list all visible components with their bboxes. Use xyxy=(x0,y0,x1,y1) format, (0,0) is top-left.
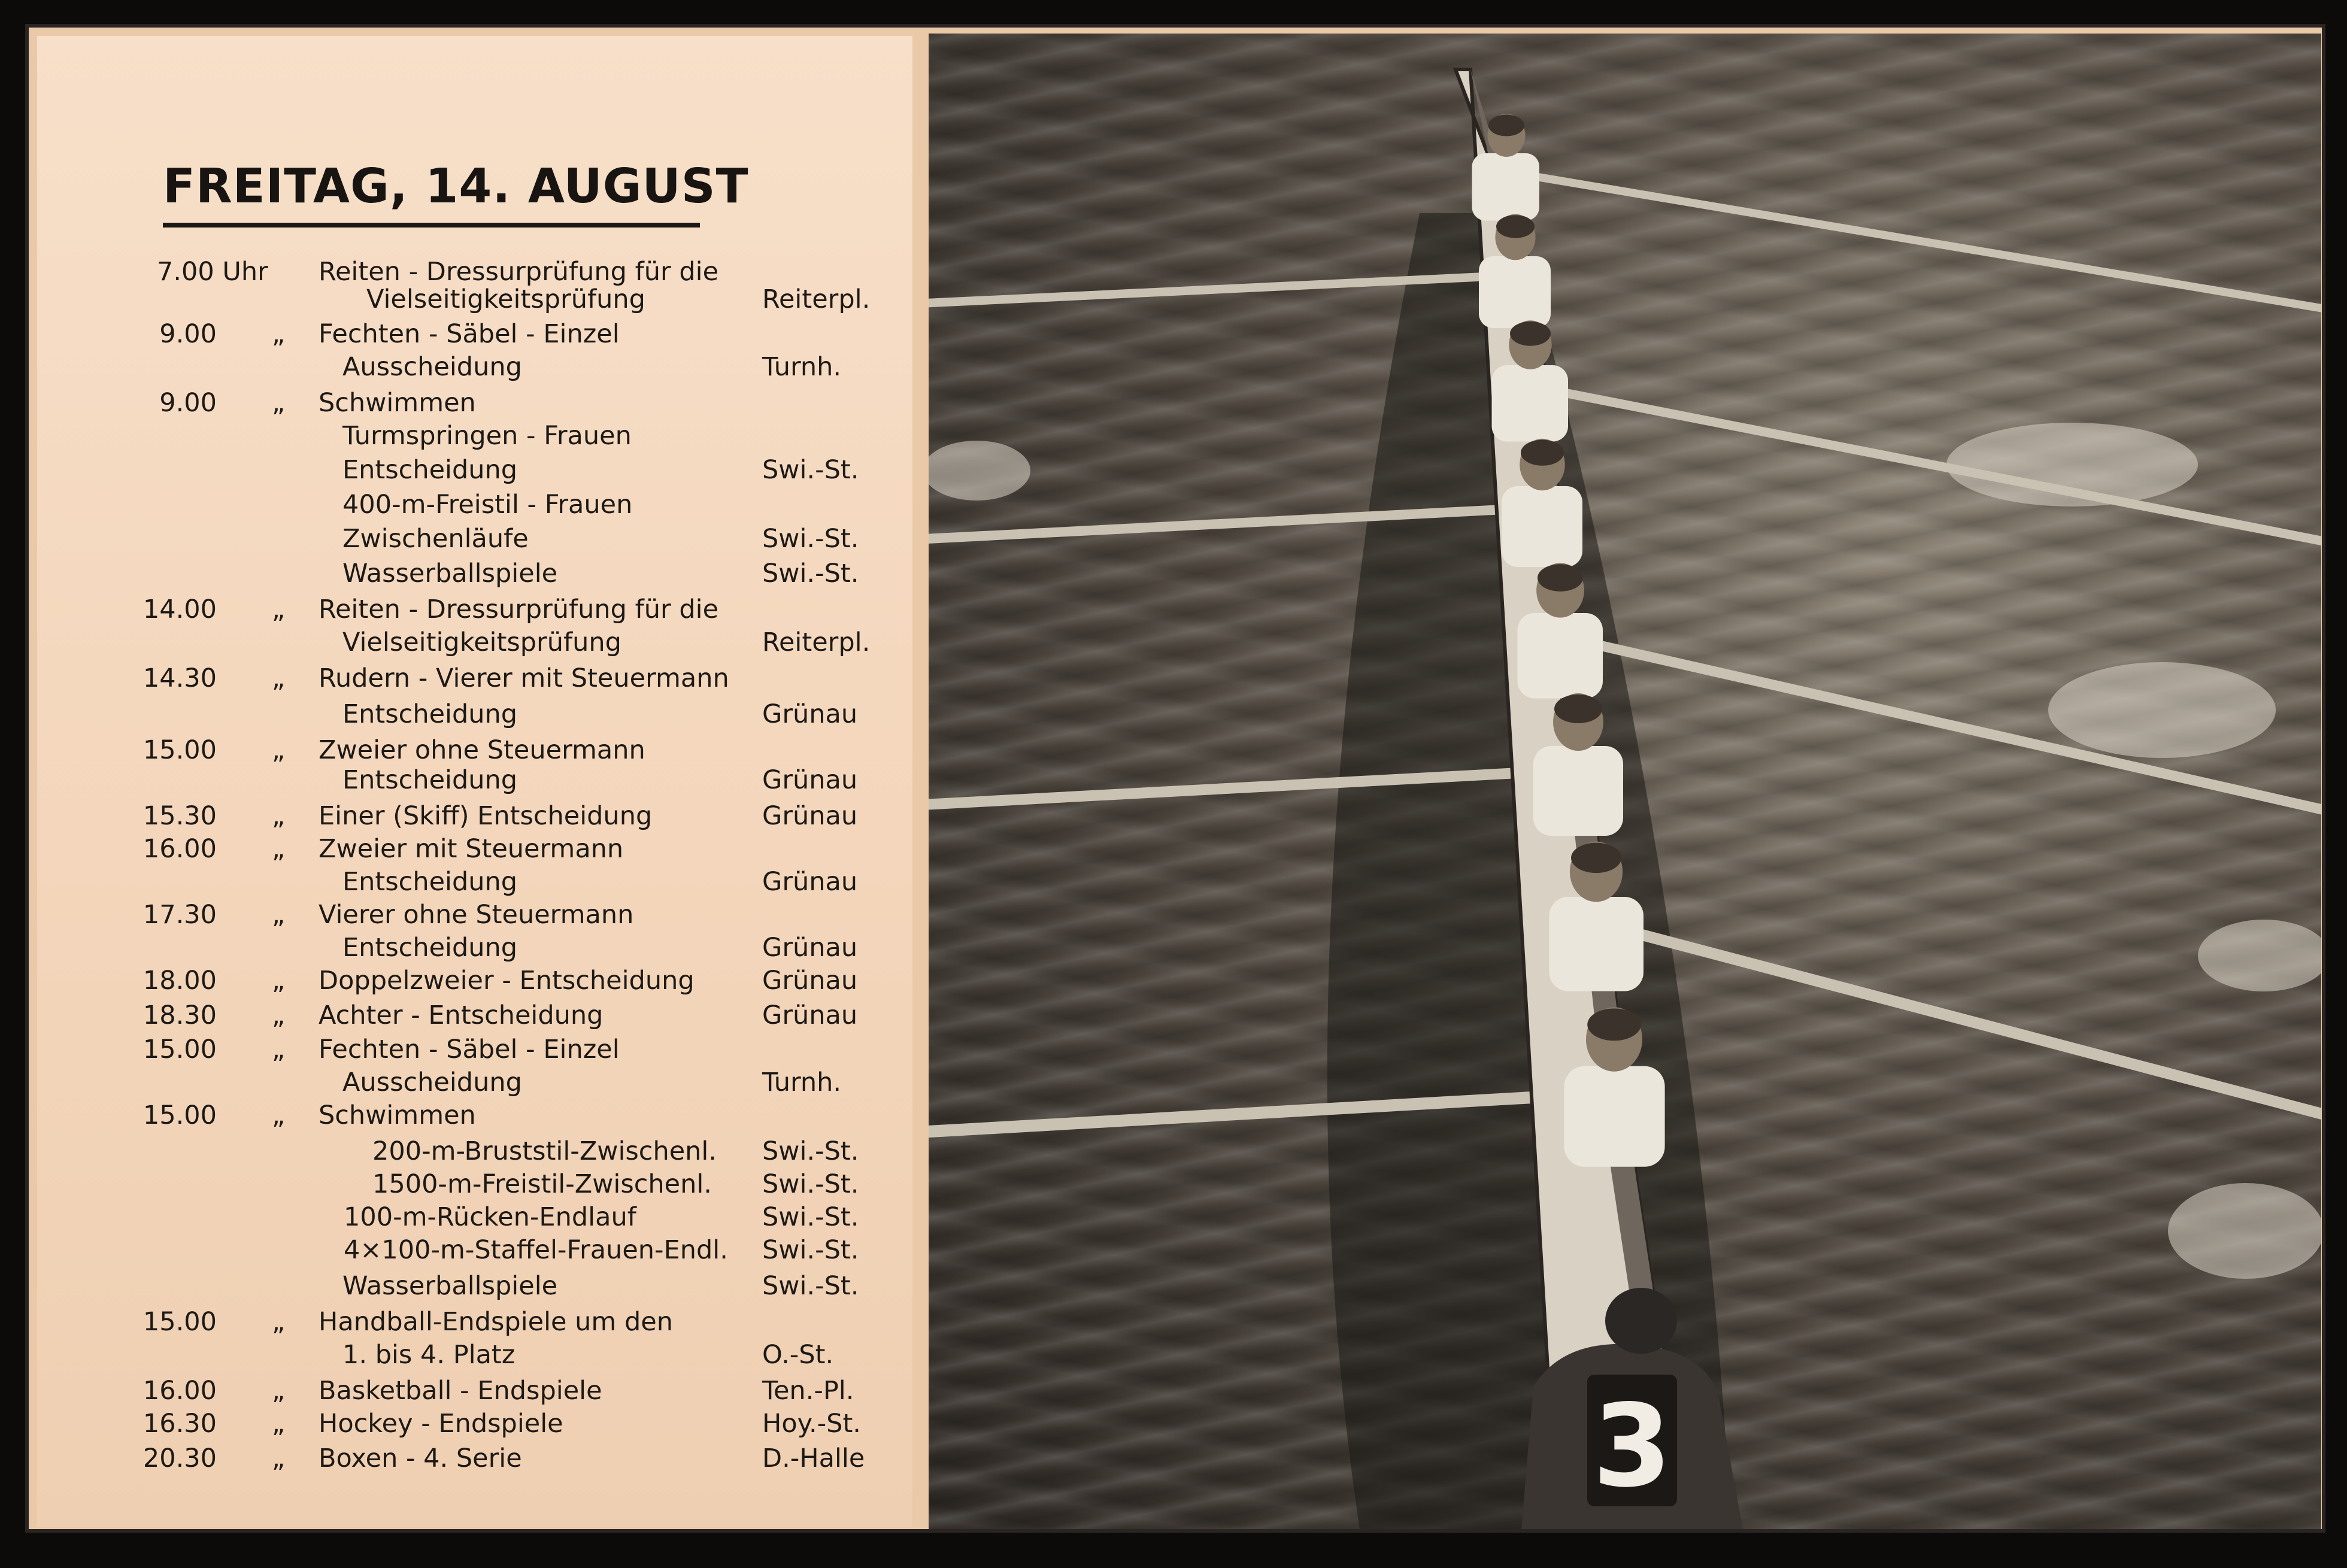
schedule-event: Doppelzweier - Entscheidung xyxy=(319,966,695,996)
schedule-event: 1500-m-Freistil-Zwischenl. xyxy=(372,1169,712,1199)
schedule-row xyxy=(37,419,911,453)
schedule-venue: Grünau xyxy=(762,933,858,963)
schedule-event: Handball-Endspiele um den xyxy=(319,1307,673,1337)
schedule-ditto: „ xyxy=(272,1307,286,1337)
schedule-row xyxy=(37,1099,911,1132)
schedule-ditto: „ xyxy=(272,1443,286,1473)
schedule-ditto: „ xyxy=(272,663,286,693)
schedule-panel xyxy=(37,36,912,1527)
schedule-venue: Grünau xyxy=(762,801,858,831)
schedule-event: 4×100-m-Staffel-Frauen-Endl. xyxy=(344,1235,728,1265)
schedule-row xyxy=(37,386,911,420)
schedule-event: Wasserballspiele xyxy=(342,559,558,589)
schedule-ditto: „ xyxy=(272,966,286,996)
schedule-ditto: „ xyxy=(272,1035,286,1064)
schedule-ditto: „ xyxy=(272,1000,286,1030)
schedule-event: Einer (Skiff) Entscheidung xyxy=(319,801,653,831)
schedule-venue: D.-Halle xyxy=(762,1443,865,1473)
schedule-row xyxy=(37,453,911,487)
title-underline xyxy=(163,223,700,228)
schedule-row xyxy=(37,1033,911,1066)
schedule-time: 15.00 xyxy=(142,1100,217,1130)
schedule-event: Reiten - Dressurprüfung für die xyxy=(319,257,719,287)
schedule-event: Vielseitigkeitsprüfung xyxy=(342,627,621,657)
schedule-event: 1. bis 4. Platz xyxy=(342,1340,516,1370)
schedule-ditto: „ xyxy=(272,1376,286,1406)
oar xyxy=(1503,171,2321,308)
schedule-venue: Swi.-St. xyxy=(762,455,859,485)
schedule-event: Turmspringen - Frauen xyxy=(342,421,632,451)
schedule-time: 18.00 xyxy=(142,966,217,996)
schedule-event: Boxen - 4. Serie xyxy=(319,1443,522,1473)
page-title: FREITAG, 14. AUGUST xyxy=(163,159,749,214)
schedule-row xyxy=(37,1407,911,1440)
schedule-event: Fechten - Säbel - Einzel xyxy=(319,1035,620,1064)
schedule-ditto: „ xyxy=(272,735,286,765)
schedule-event: Zweier ohne Steuermann xyxy=(319,735,645,765)
schedule-row xyxy=(37,763,911,797)
schedule-ditto: „ xyxy=(272,388,286,418)
schedule-row xyxy=(37,1269,911,1303)
schedule-venue: Swi.-St. xyxy=(762,1136,859,1166)
schedule-row xyxy=(37,697,911,731)
schedule-row xyxy=(37,626,911,659)
schedule-time: 15.00 xyxy=(142,1035,217,1064)
schedule-event: Fechten - Säbel - Einzel xyxy=(319,319,620,349)
schedule-row xyxy=(37,522,911,556)
schedule-time: 14.00 xyxy=(142,595,217,624)
schedule-venue: Swi.-St. xyxy=(762,559,859,589)
schedule-time: 17.30 xyxy=(142,900,217,930)
schedule-row xyxy=(37,832,911,866)
schedule-time: 18.30 xyxy=(142,1000,217,1030)
schedule-venue: Swi.-St. xyxy=(762,1202,859,1232)
schedule-venue: O.-St. xyxy=(762,1340,834,1370)
schedule-row xyxy=(37,1374,911,1408)
schedule-venue: Turnh. xyxy=(762,1067,842,1097)
schedule-event: Entscheidung xyxy=(342,933,518,963)
schedule-row xyxy=(37,488,911,521)
schedule-ditto: „ xyxy=(272,1100,286,1130)
schedule-event: Basketball - Endspiele xyxy=(319,1376,602,1406)
schedule-venue: Grünau xyxy=(762,765,858,795)
schedule-row xyxy=(37,799,911,833)
schedule-row xyxy=(37,317,911,351)
schedule-venue: Swi.-St. xyxy=(762,524,859,554)
schedule-event: Entscheidung xyxy=(342,765,518,795)
schedule-venue: Turnh. xyxy=(762,352,842,382)
schedule-event: Vierer ohne Steuermann xyxy=(319,900,634,930)
schedule-venue: Grünau xyxy=(762,699,858,729)
schedule-event: Schwimmen xyxy=(319,1100,476,1130)
schedule-row xyxy=(37,898,911,932)
schedule-event: Reiten - Dressurprüfung für die xyxy=(319,595,719,624)
schedule-row xyxy=(37,350,911,384)
schedule-row xyxy=(37,1066,911,1099)
schedule-row xyxy=(37,662,911,695)
schedule-venue: Swi.-St. xyxy=(762,1169,859,1199)
schedule-time: 9.00 xyxy=(159,388,217,418)
schedule-venue: Swi.-St. xyxy=(762,1271,859,1301)
schedule-event: 100-m-Rücken-Endlauf xyxy=(344,1202,636,1232)
schedule-time: 9.00 xyxy=(159,319,217,349)
schedule-event: 400-m-Freistil - Frauen xyxy=(342,490,633,520)
schedule-event: Vielseitigkeitsprüfung xyxy=(366,284,645,314)
schedule-event: Rudern - Vierer mit Steuermann xyxy=(319,663,729,693)
schedule-venue: Grünau xyxy=(762,1000,858,1030)
rower xyxy=(1472,114,1540,221)
schedule-row xyxy=(37,283,911,316)
schedule-time: 7.00 Uhr xyxy=(157,257,268,287)
schedule-row xyxy=(37,1233,911,1267)
schedule-ditto: „ xyxy=(272,900,286,930)
schedule-row xyxy=(37,931,911,965)
schedule-event: Entscheidung xyxy=(342,455,518,485)
schedule-row xyxy=(37,1442,911,1475)
schedule-event: Schwimmen xyxy=(319,388,476,418)
schedule-event: Entscheidung xyxy=(342,699,518,729)
schedule-ditto: „ xyxy=(272,801,286,831)
booklet-page xyxy=(25,24,2325,1533)
schedule-time: 14.30 xyxy=(142,663,217,693)
schedule-event: Zweier mit Steuermann xyxy=(319,834,624,864)
schedule-row xyxy=(37,1305,911,1339)
schedule-event: Hockey - Endspiele xyxy=(319,1409,563,1439)
schedule-time: 16.00 xyxy=(142,1376,217,1406)
schedule-row xyxy=(37,593,911,626)
schedule-venue: Ten.-Pl. xyxy=(762,1376,854,1406)
schedule-time: 16.30 xyxy=(142,1409,217,1439)
schedule-venue: Hoy.-St. xyxy=(762,1409,861,1439)
schedule-row xyxy=(37,557,911,590)
schedule-time: 20.30 xyxy=(142,1443,217,1473)
schedule-row xyxy=(37,1135,911,1168)
schedule-venue: Reiterpl. xyxy=(762,284,871,314)
schedule-time: 15.00 xyxy=(142,1307,217,1337)
schedule-venue: Grünau xyxy=(762,966,858,996)
rowing-eight-photo xyxy=(929,34,2321,1529)
schedule-venue: Grünau xyxy=(762,867,858,897)
schedule-time: 16.00 xyxy=(142,834,217,864)
schedule-ditto: „ xyxy=(272,834,286,864)
schedule-venue: Swi.-St. xyxy=(762,1235,859,1265)
schedule-event: Wasserballspiele xyxy=(342,1271,558,1301)
coxswain-bib-number: 3 xyxy=(1592,1380,1672,1512)
schedule-row xyxy=(37,1167,911,1201)
schedule-event: Achter - Entscheidung xyxy=(319,1000,604,1030)
schedule-row xyxy=(37,865,911,899)
schedule-row xyxy=(37,733,911,767)
schedule-time: 15.30 xyxy=(142,801,217,831)
schedule-event: Ausscheidung xyxy=(342,352,522,382)
schedule-event: 200-m-Bruststil-Zwischenl. xyxy=(372,1136,717,1166)
rowing-photo-illustration xyxy=(929,34,2321,1529)
schedule-ditto: „ xyxy=(272,595,286,624)
schedule-venue: Reiterpl. xyxy=(762,627,871,657)
schedule-row xyxy=(37,999,911,1032)
schedule-event: Zwischenläufe xyxy=(342,524,529,554)
schedule-time: 15.00 xyxy=(142,735,217,765)
schedule-row xyxy=(37,1200,911,1234)
schedule-ditto: „ xyxy=(272,1409,286,1439)
schedule-row xyxy=(37,964,911,997)
oar xyxy=(1527,386,2321,541)
schedule-ditto: „ xyxy=(272,319,286,349)
schedule-row xyxy=(37,1338,911,1372)
schedule-event: Entscheidung xyxy=(342,867,518,897)
schedule-event: Ausscheidung xyxy=(342,1067,522,1097)
